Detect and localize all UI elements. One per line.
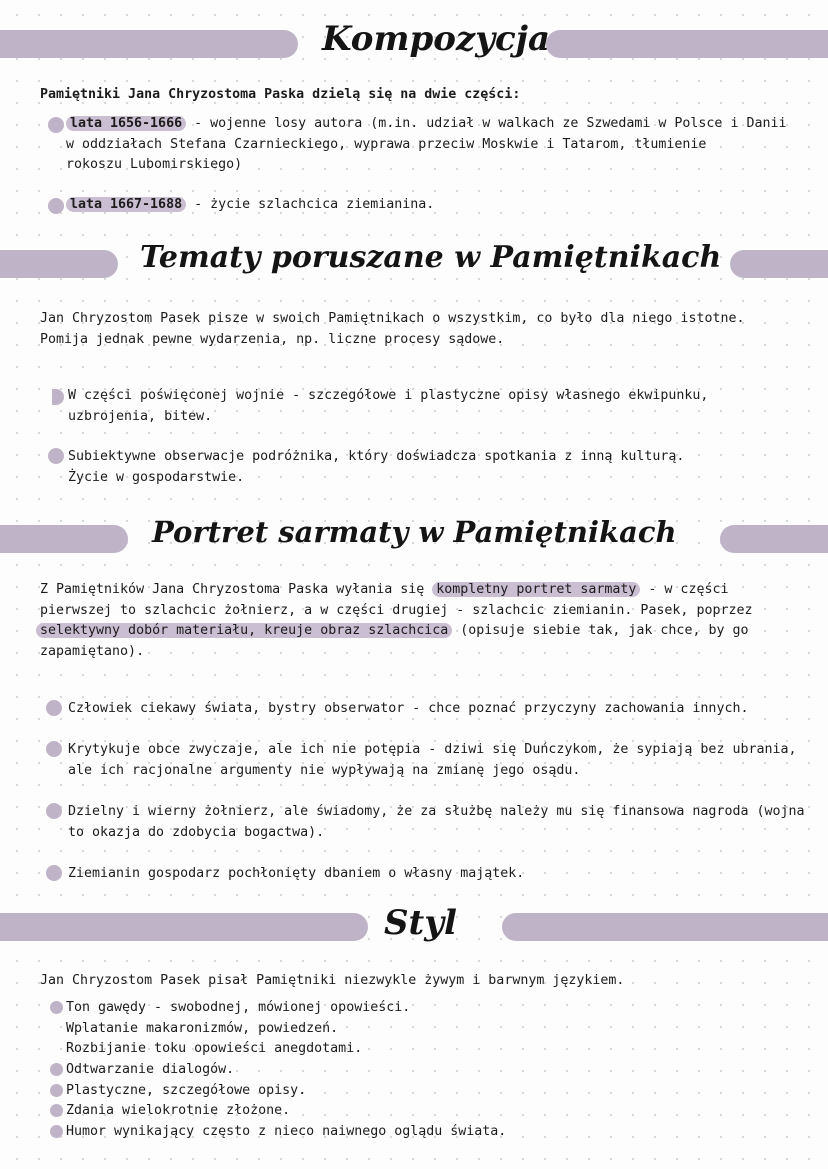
portret-line3 [40,621,810,642]
styl-intro: Jan Chryzostom Pasek pisał Pamiętniki niezwykle żywym i barwnym językiem. [40,973,625,988]
bullet-dot-icon [50,1104,63,1117]
bullet-dot-icon [52,389,64,405]
tematy-intro [40,309,744,350]
heading-bar-right [720,525,828,553]
komp-bullet-2 [66,195,434,216]
komp-bullet-1-line2: w oddziałach Stefana Czarnieckiego, wyprawa przeciw Moskwie i Tatarom, tłumienie [66,136,707,152]
komp-bullet-2-highlight: lata 1667-1688 [66,197,186,212]
portret-bullet-3 [68,802,805,843]
styl-bullet-5: Humor wynikający często z nieco naiwnego oglądu świata. [66,1124,507,1139]
styl-bullet-1-line1: Ton gawędy - swobodnej, mówionej opowieści. [66,1000,411,1015]
styl-bullet-1 [66,998,410,1060]
portret-highlight-1: kompletny portret sarmaty [432,582,640,597]
portret-bullet-1: Człowiek ciekawy świata, bystry obserwator - chce poznać przyczyny zachowania innych. [68,701,749,716]
heading-bar-left [0,30,298,58]
portret-bullet-4: Ziemianin gospodarz pochłonięty dbaniem o własny majątek. [68,866,525,881]
bullet-dot-icon [46,865,62,881]
bullet-dot-icon [46,741,62,757]
tematy-intro-line2: Pomija jednak pewne wydarzenia, np. liczne procesy sądowe. [40,331,505,347]
portret-bullet-2-line1: Krytykuje obce zwyczaje, ale ich nie potępia - dziwi się Duńczykom, że sypiają bez ubrania, [68,742,797,757]
section-title-portret: Portret sarmaty w Pamiętnikach [152,515,677,549]
portret-bullet-3-line1: Dzielny i wierny żołnierz, ale świadomy, że za służbę należy mu się finansowa nagroda (wojna [68,804,805,819]
bullet-dot-icon [48,448,64,464]
portret-highlight-2: selektywny dobór materiału, kreuje obraz szlachcica [36,623,452,638]
heading-bar-left [0,913,368,941]
komp-bullet-1-highlight: lata 1656-1666 [66,116,186,131]
portret-text-a: Z Pamiętników Jana Chryzostoma Paska wyłania się [40,582,433,597]
heading-bar-left [0,525,128,553]
portret-text-b: - w części [640,582,729,597]
section-title-styl: Styl [384,903,457,943]
portret-bullet-3-line2: to okazja do zdobycia bogactwa). [68,824,325,840]
heading-bar-left [0,250,118,278]
tematy-bullet-1-line2: uzbrojenia, bitew. [68,408,213,424]
komp-bullet-2-text: - życie szlachcica ziemianina. [186,197,435,212]
portret-line2: pierwszej to szlachcic żołnierz, a w części drugiej - szlachcic ziemianin. Pasek, poprzez [40,602,753,618]
portret-bullet-2-line2: ale ich racjonalne argumenty nie wypływają na zmianę jego osądu. [68,762,581,778]
styl-bullet-1-line2: Wplatanie makaronizmów, powiedzeń. [66,1020,339,1036]
tematy-bullet-1-line1: W części poświęconej wojnie - szczegółowe i plastyczne opisy własnego ekwipunku, [68,388,709,403]
styl-bullet-1-line3: Rozbijanie toku opowieści anegdotami. [66,1041,363,1056]
bullet-dot-icon [50,1084,63,1097]
komp-intro: Pamiętniki Jana Chryzostoma Paska dzielą się na dwie części: [40,87,521,102]
bullet-dot-icon [50,1063,63,1076]
tematy-bullet-2 [68,447,684,488]
bullet-dot-icon [50,1125,63,1138]
styl-bullet-3: Plastyczne, szczegółowe opisy. [66,1083,307,1098]
bullet-dot-icon [50,1001,63,1014]
portret-text-c: (opisuje siebie tak, jak chce, by go [452,623,749,638]
heading-bar-right [502,913,828,941]
tematy-bullet-2-line1: Subiektywne obserwacje podróżnika, który doświadcza spotkania z inną kulturą. [68,449,685,464]
section-title-tematy: Tematy poruszane w Pamiętnikach [140,240,722,275]
bullet-dot-icon [46,700,62,716]
komp-bullet-1 [66,114,806,176]
tematy-bullet-2-line2: Życie w gospodarstwie. [68,469,245,485]
section-title-kompozycja: Kompozycja [322,19,551,59]
heading-bar-right [546,30,828,58]
bullet-dot-icon [46,803,62,819]
portret-line4: zapamiętano). [40,643,145,659]
portret-paragraph [40,580,810,662]
styl-bullet-4: Zdania wielokrotnie złożone. [66,1103,291,1118]
tematy-intro-line1: Jan Chryzostom Pasek pisze w swoich Pamiętnikach o wszystkim, co było dla niego istotne. [40,311,745,326]
bullet-dot-icon [48,198,64,214]
portret-bullet-2 [68,740,797,781]
tematy-bullet-1 [68,386,708,427]
styl-bullet-2: Odtwarzanie dialogów. [66,1062,235,1077]
komp-bullet-1-text: - wojenne losy autora (m.in. udział w walkach ze Szwedami w Polsce i Danii [186,116,787,131]
bullet-dot-icon [48,117,64,133]
komp-bullet-1-line3: rokoszu Lubomirskiego) [66,157,243,172]
heading-bar-right [730,250,828,278]
